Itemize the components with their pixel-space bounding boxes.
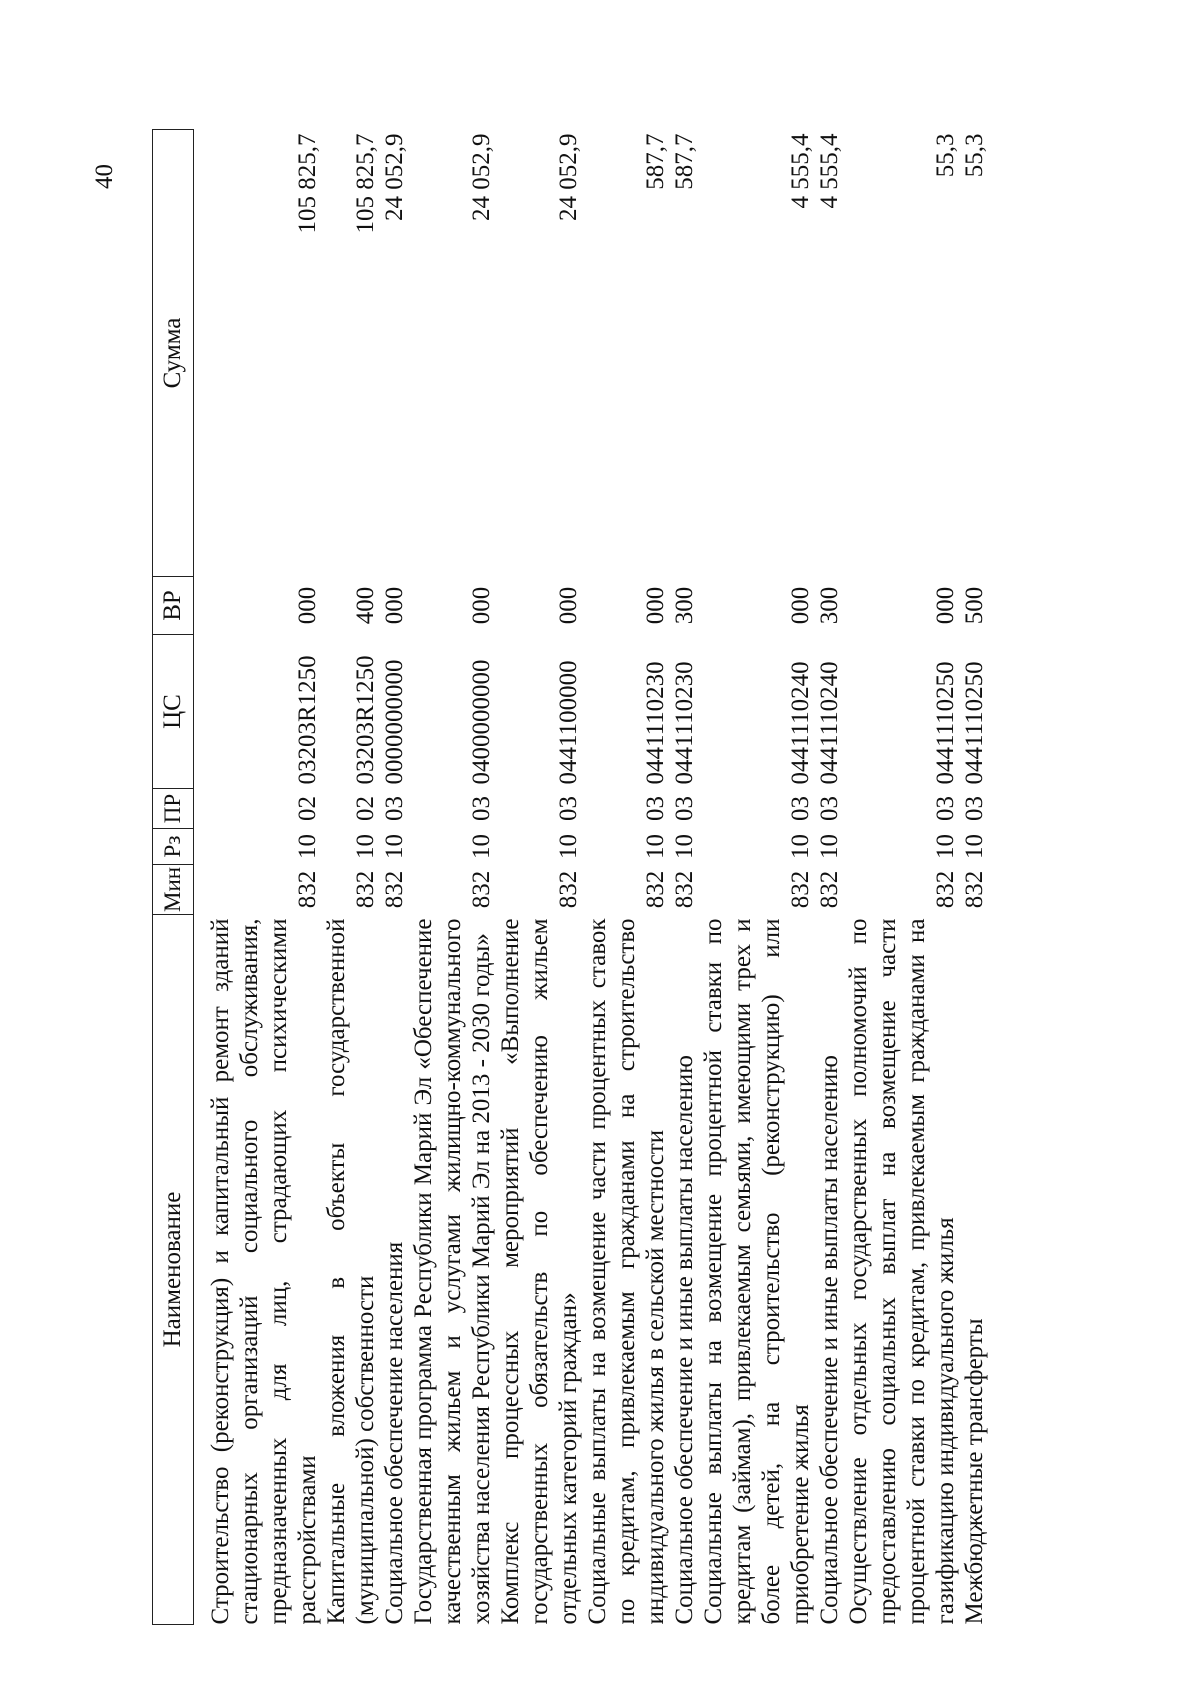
cell-rz: 10 <box>787 834 814 859</box>
cell-name: Социальные выплаты на возмещение процентной ставки по кредитам (займам), привлекаемым семьями, имеющими трех и более детей, на строительство (реконструкцию) или приобретение жилья <box>700 918 814 1625</box>
cell-min: 832 <box>671 870 698 909</box>
cell-sum: 55,3 <box>961 133 988 178</box>
cell-rz: 10 <box>642 834 669 859</box>
cell-name: Капитальные вложения в объекты государственной (муниципальной) собственности <box>323 918 379 1625</box>
budget-table <box>152 129 989 1625</box>
column-header-pr: ПР <box>153 789 194 829</box>
cell-sum: 24 052,9 <box>468 133 495 221</box>
cell-sum: 55,3 <box>932 133 959 178</box>
cell-min: 832 <box>352 870 379 909</box>
cell-rz: 10 <box>468 834 495 859</box>
cell-vr: 000 <box>787 586 814 625</box>
cell-min: 832 <box>961 870 988 909</box>
cell-cs: 0441110240 <box>816 661 843 785</box>
table-row <box>699 130 815 1625</box>
cell-vr: 000 <box>932 586 959 625</box>
cell-rz: 10 <box>352 834 379 859</box>
table-row <box>844 130 960 1625</box>
cell-sum: 24 052,9 <box>555 133 582 221</box>
cell-pr: 02 <box>352 796 379 821</box>
cell-pr: 03 <box>961 796 988 821</box>
cell-vr: 500 <box>961 586 988 625</box>
cell-sum: 4 555,4 <box>816 133 843 209</box>
cell-min: 832 <box>381 870 408 909</box>
cell-min: 832 <box>555 870 582 909</box>
cell-pr: 03 <box>932 796 959 821</box>
table-row <box>815 130 844 1625</box>
column-header-min: Мин <box>153 865 194 915</box>
cell-pr: 02 <box>294 796 321 821</box>
cell-sum: 105 825,7 <box>294 133 321 234</box>
cell-pr: 03 <box>787 796 814 821</box>
table-row <box>380 130 409 1625</box>
cell-min: 832 <box>468 870 495 909</box>
cell-pr: 03 <box>671 796 698 821</box>
column-header-sum: Сумма <box>153 130 194 577</box>
cell-name: Строительство (реконструкция) и капитальный ремонт зданий стационарных организаций социального обслуживания, предназначенных для лиц, страдающих психическими расстройствами <box>207 918 321 1625</box>
cell-pr: 03 <box>468 796 495 821</box>
cell-sum: 105 825,7 <box>352 133 379 234</box>
cell-name: Межбюджетные трансферты <box>961 1318 988 1625</box>
cell-vr: 000 <box>555 586 582 625</box>
cell-cs: 0441100000 <box>555 660 582 785</box>
cell-pr: 03 <box>381 796 408 821</box>
cell-cs: 0441110240 <box>787 661 814 785</box>
table-row <box>670 130 699 1625</box>
cell-vr: 300 <box>671 586 698 625</box>
cell-name: Осуществление отдельных государственных полномочий по предоставлению социальных выплат на возмещение части процентной ставки по кредитам, привлекаемым гражданами на газификацию индивидуального жилья <box>845 918 959 1625</box>
cell-sum: 4 555,4 <box>787 133 814 209</box>
column-header-name: Наименование <box>153 915 194 1625</box>
table-row <box>583 130 670 1625</box>
cell-cs: 0441110230 <box>671 661 698 785</box>
cell-vr: 400 <box>352 586 379 625</box>
cell-vr: 000 <box>294 586 321 625</box>
cell-rz: 10 <box>671 834 698 859</box>
cell-min: 832 <box>642 870 669 909</box>
cell-cs: 03203R1250 <box>352 655 379 785</box>
cell-pr: 03 <box>642 796 669 821</box>
cell-rz: 10 <box>381 834 408 859</box>
cell-rz: 10 <box>961 834 988 859</box>
cell-vr: 000 <box>468 586 495 625</box>
table-row <box>322 130 380 1625</box>
cell-name: Социальные выплаты на возмещение части процентных ставок по кредитам, привлекаемым гражданами на строительство индивидуального жилья в сельской местности <box>584 918 669 1625</box>
table-header-row <box>153 130 194 1625</box>
column-header-vr: ВР <box>153 577 194 635</box>
cell-name: Социальное обеспечение и иные выплаты населению <box>816 1055 843 1625</box>
table-row <box>194 130 323 1625</box>
cell-cs: 03203R1250 <box>294 655 321 785</box>
table-row <box>496 130 583 1625</box>
cell-pr: 03 <box>816 796 843 821</box>
page-number: 40 <box>91 164 118 189</box>
cell-min: 832 <box>932 870 959 909</box>
cell-rz: 10 <box>932 834 959 859</box>
cell-cs: 0441110230 <box>642 661 669 785</box>
cell-cs: 0441110250 <box>932 661 959 785</box>
cell-name: Социальное обеспечение населения <box>381 1241 408 1625</box>
cell-vr: 000 <box>642 586 669 625</box>
cell-vr: 000 <box>381 586 408 625</box>
cell-name: Социальное обеспечение и иные выплаты населению <box>671 1055 698 1625</box>
cell-sum: 587,7 <box>642 133 669 190</box>
table-row <box>409 130 496 1625</box>
cell-name: Государственная программа Республики Марий Эл «Обеспечение качественным жильем и услугами жилищно-коммунального хозяйства населения Республики Марий Эл на 2013 - 2030 годы» <box>410 918 495 1625</box>
cell-min: 832 <box>294 870 321 909</box>
column-header-rz: Рз <box>153 829 194 865</box>
cell-cs: 0400000000 <box>468 659 495 785</box>
cell-rz: 10 <box>555 834 582 859</box>
cell-min: 832 <box>816 870 843 909</box>
cell-rz: 10 <box>816 834 843 859</box>
cell-sum: 24 052,9 <box>381 133 408 221</box>
cell-pr: 03 <box>555 796 582 821</box>
table-row <box>960 130 989 1625</box>
column-header-cs: ЦС <box>153 635 194 789</box>
cell-name: Комплекс процессных мероприятий «Выполнение государственных обязательств по обеспечению жильем отдельных категорий граждан» <box>497 918 582 1625</box>
cell-rz: 10 <box>294 834 321 859</box>
cell-vr: 300 <box>816 586 843 625</box>
cell-cs: 0441110250 <box>961 661 988 785</box>
cell-cs: 0000000000 <box>381 659 408 785</box>
cell-sum: 587,7 <box>671 133 698 190</box>
cell-min: 832 <box>787 870 814 909</box>
